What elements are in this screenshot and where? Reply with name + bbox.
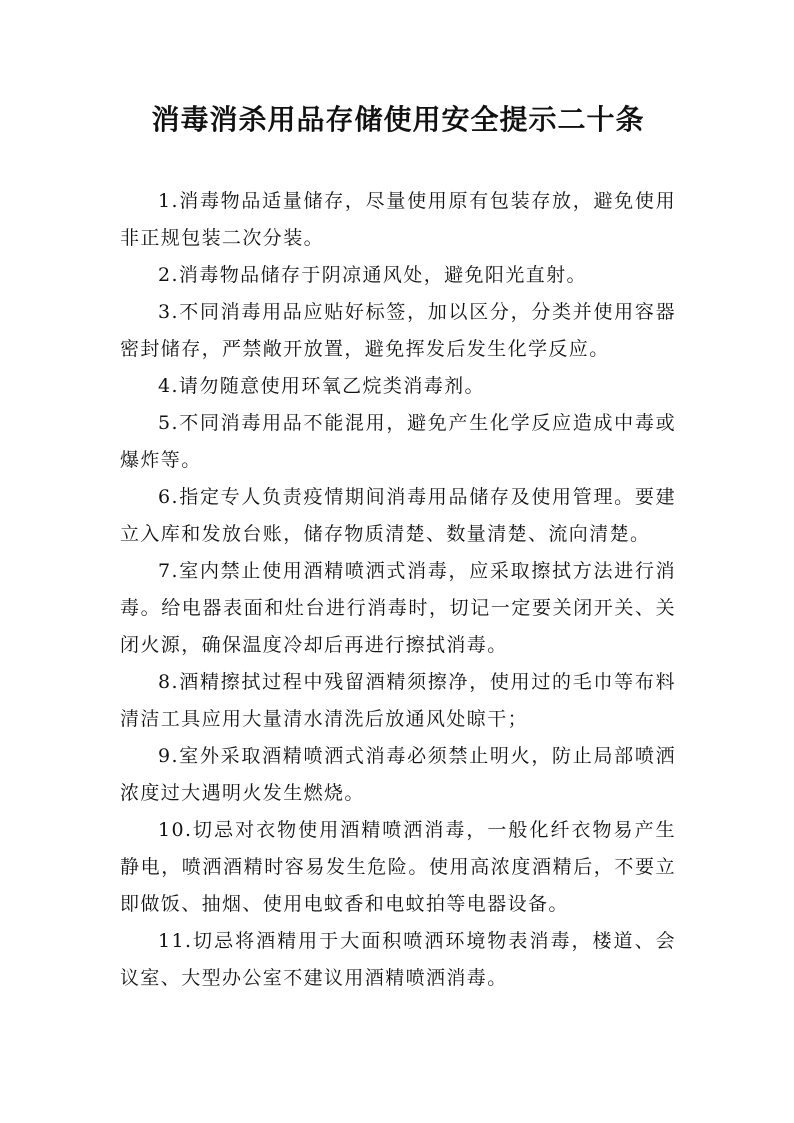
tip-item-8: 8.酒精擦拭过程中残留酒精须擦净，使用过的毛巾等布料清洁工具应用大量清水清洗后放通风处晾干； — [120, 671, 676, 730]
tip-item-5: 5.不同消毒用品不能混用，避免产生化学反应造成中毒或爆炸等。 — [120, 412, 676, 471]
tip-item-2: 2.消毒物品储存于阴凉通风处，避免阳光直射。 — [158, 264, 587, 286]
tip-item-10: 10.切忌对衣物使用酒精喷洒消毒，一般化纤衣物易产生静电，喷洒酒精时容易发生危险。使用高浓度酒精后，不要立即做饭、抽烟、使用电蚊香和电蚊拍等电器设备。 — [120, 819, 676, 915]
tips-list — [120, 183, 676, 997]
tip-item-4: 4.请勿随意使用环氧乙烷类消毒剂。 — [158, 375, 485, 397]
tip-item-11: 11.切忌将酒精用于大面积喷洒环境物表消毒，楼道、会议室、大型办公室不建议用酒精喷洒消毒。 — [120, 930, 676, 989]
tip-item-1: 1.消毒物品适量储存，尽量使用原有包装存放，避免使用非正规包装二次分装。 — [120, 190, 676, 249]
tip-item-9: 9.室外采取酒精喷洒式消毒必须禁止明火，防止局部喷洒浓度过大遇明火发生燃烧。 — [120, 745, 676, 804]
tip-item-6: 6.指定专人负责疫情期间消毒用品储存及使用管理。要建立入库和发放台账，储存物质清楚、数量清楚、流向清楚。 — [120, 486, 676, 545]
tip-item-7: 7.室内禁止使用酒精喷洒式消毒，应采取擦拭方法进行消毒。给电器表面和灶台进行消毒时，切记一定要关闭开关、关闭火源，确保温度冷却后再进行擦拭消毒。 — [120, 560, 676, 656]
tip-item-3: 3.不同消毒用品应贴好标签，加以区分，分类并使用容器密封储存，严禁敞开放置，避免挥发后发生化学反应。 — [120, 301, 676, 360]
document-title: 消毒消杀用品存储使用安全提示二十条 — [151, 103, 645, 136]
